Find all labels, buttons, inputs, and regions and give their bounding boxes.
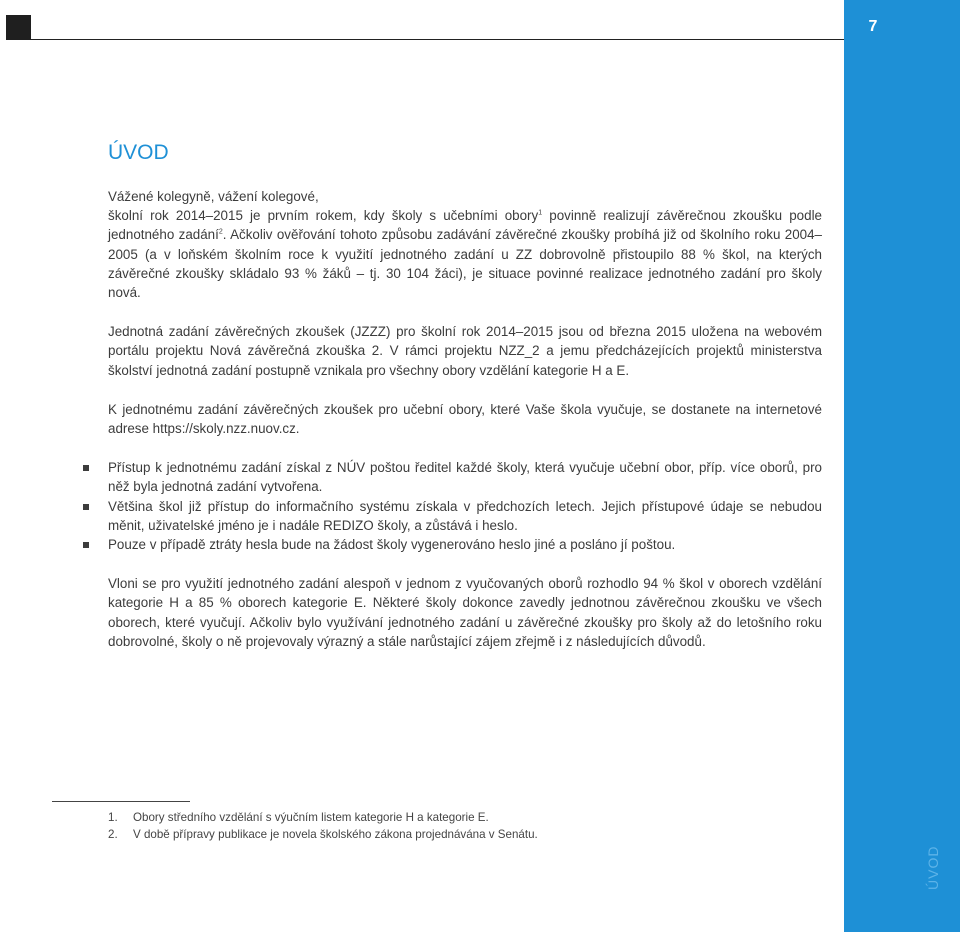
- paragraph-jzzz: Jednotná zadání závěrečných zkoušek (JZZZ) pro školní rok 2014–2015 jsou od března 2015 uložena na webovém portálu projektu Nová závěrečná zkouška 2. V rámci projektu NZZ_2 a jemu předcházejících projektů ministerstva školství jednotná zadání postupně vznikala pro všechny obory vzdělání kategorie H a E.: [108, 324, 822, 378]
- greeting: Vážené kolegyně, vážení kolegové,: [108, 189, 319, 204]
- footnote-rule: [52, 801, 190, 802]
- paragraph-access: K jednotnému zadání závěrečných zkoušek pro učební obory, které Vaše škola vyučuje, se dostanete na internetové adrese https://skoly.nzz.nuov.cz.: [108, 401, 822, 437]
- paragraph-reasons: Vloni se pro využití jednotného zadání alespoň v jednom z vyučovaných oborů rozhodlo 94 % škol v oborech vzdělání kategorie H a 85 % oborech kategorie E. Některé školy dokonce zavedly jednotnou závěrečnou zkoušku ve všech oborech, které vyučují. Ačkoliv bylo využívání jednotného zadání u závěrečné zkoušky pro školy až do letošního roku dobrovolné, školy o ně projevovaly výrazný a stále narůstající zájem zřejmě i z následujících důvodů.: [108, 576, 822, 649]
- footnote-1: [108, 809, 808, 826]
- list-item: Pouze v případě ztráty hesla bude na žádost školy vygenerováno heslo jiné a posláno jí poštou.: [108, 535, 822, 554]
- intro-text-b: povinně realizují závěrečnou zkoušku podle jednotného zadání: [108, 208, 822, 243]
- intro-text-c: . Ačkoliv ověřování tohoto způsobu zadávání závěrečné zkoušky probíhá již od školního roku 2004–2005 (a v loňském školním roce k využití jednotného zadání u ZZ dobrovolně přistoupilo 88 % škol, na kterých závěrečné zkoušky skládalo 93 % žáků – tj. 30 104 žáci), je situace povinné realizace jednotného zadání pro školy nová.: [108, 227, 822, 301]
- footnote-2: [108, 826, 808, 843]
- intro-paragraph: [108, 187, 822, 302]
- list-item: Přístup k jednotnému zadání získal z NÚV poštou ředitel každé školy, která vyučuje učební obor, příp. více oborů, pro něž byla jednotná zadání vytvořena.: [108, 458, 822, 496]
- footnote-ref-2[interactable]: 2: [218, 228, 223, 236]
- footnote-text: V době přípravy publikace je novela školského zákona projednávána v Senátu.: [133, 828, 538, 841]
- footnote-ref-1[interactable]: 1: [538, 209, 543, 217]
- page-number: 7: [868, 18, 878, 35]
- list-item: Většina škol již přístup do informačního systému získala v předchozích letech. Jejich přístupové údaje se nebudou měnit, uživatelské jméno je i nadále REDIZO školy, a zůstává i heslo.: [108, 497, 822, 535]
- side-label: ÚVOD: [925, 845, 941, 890]
- top-rule: [31, 39, 844, 40]
- footnotes: [108, 809, 808, 843]
- corner-block: [6, 15, 31, 40]
- intro-text-a: školní rok 2014–2015 je prvním rokem, kdy školy s učebními obory: [108, 208, 539, 224]
- footnote-text: Obory středního vzdělání s výučním listem kategorie H a kategorie E.: [133, 811, 489, 824]
- footnote-number: 1.: [108, 811, 118, 824]
- main-content: [108, 140, 822, 671]
- bullet-list: [108, 458, 822, 554]
- side-bar: [844, 0, 960, 932]
- footnote-number: 2.: [108, 828, 118, 841]
- page-title: ÚVOD: [108, 141, 169, 164]
